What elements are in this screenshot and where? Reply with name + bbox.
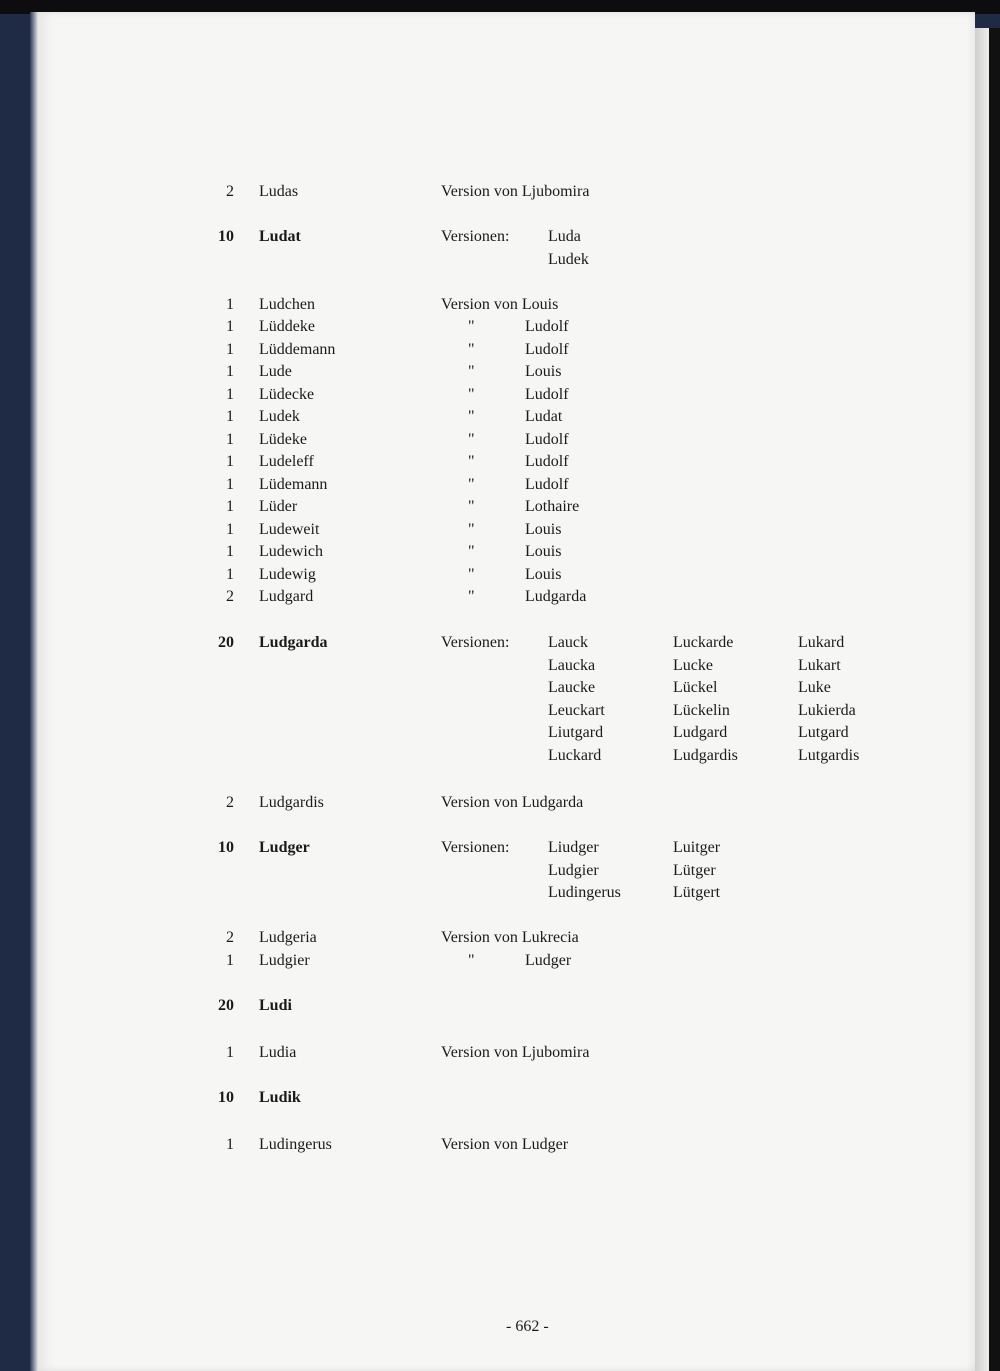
- entry-name: Lüddeke: [259, 318, 315, 335]
- document-page: [38, 12, 975, 1371]
- entry-version: Liutgard: [548, 724, 604, 741]
- entry-version: Ludek: [548, 250, 589, 268]
- entry-version: Luitger: [673, 839, 721, 856]
- entry-count: 1: [226, 453, 234, 470]
- entry-version: Ludolf: [525, 431, 569, 448]
- ditto-mark: ": [468, 386, 475, 403]
- entry-count: 20: [218, 634, 234, 651]
- entry-version: Louis: [525, 363, 562, 380]
- entry-count: 20: [218, 997, 234, 1014]
- entry-count: 1: [226, 476, 234, 493]
- entry-name: Lüddemann: [259, 341, 336, 358]
- entry-version: Ludolf: [525, 318, 569, 335]
- entry-count: 2: [226, 588, 234, 605]
- entry-version: Lutgard: [798, 724, 849, 741]
- entry-name: Ludeweit: [259, 521, 320, 538]
- entry-name: Ludia: [259, 1044, 297, 1061]
- scan-right-border: [989, 28, 1000, 1371]
- entry-type: Version von Ludger: [441, 1136, 569, 1153]
- entry-type: Versionen:: [441, 228, 510, 245]
- ditto-mark: ": [468, 318, 475, 335]
- entry-count: 2: [226, 794, 234, 811]
- entry-name: Ludger: [259, 839, 310, 856]
- entry-version: Luda: [548, 228, 581, 245]
- page-number: - 662 -: [506, 1318, 549, 1335]
- entry-version: Ludat: [525, 408, 563, 425]
- entry-version: Ludger: [525, 952, 572, 969]
- entry-version: Ludolf: [525, 476, 569, 493]
- entry-version: Luckard: [548, 746, 602, 764]
- entry-version: Lütgert: [673, 884, 721, 901]
- entry-name: Ludik: [259, 1089, 301, 1106]
- entry-version: Lückel: [673, 679, 718, 696]
- entry-count: 1: [226, 952, 234, 969]
- entry-name: Ludeleff: [259, 453, 314, 470]
- entry-version: Lückelin: [673, 701, 730, 719]
- entry-name: Ludgarda: [259, 634, 328, 651]
- entry-count: 1: [226, 566, 234, 583]
- entry-name: Ludingerus: [259, 1136, 332, 1153]
- ditto-mark: ": [468, 453, 475, 470]
- ditto-mark: ": [468, 543, 475, 560]
- entry-type: Version von Lukrecia: [441, 929, 579, 946]
- entry-name: Lüdemann: [259, 476, 328, 493]
- entry-name: Lude: [259, 363, 292, 380]
- ditto-mark: ": [468, 431, 475, 448]
- entry-version: Laucke: [548, 679, 596, 696]
- entry-version: Lütger: [673, 861, 716, 879]
- entry-version: Lauck: [548, 634, 588, 651]
- entry-count: 1: [226, 386, 234, 403]
- entry-name: Ludgard: [259, 588, 314, 605]
- entry-name: Ludat: [259, 228, 301, 245]
- entry-version: Liudger: [548, 839, 599, 856]
- entry-count: 2: [226, 183, 234, 200]
- entry-version: Ludolf: [525, 386, 569, 403]
- book-binding-edge: [30, 12, 38, 1371]
- ditto-mark: ": [468, 521, 475, 538]
- entry-count: 1: [226, 296, 234, 313]
- entry-name: Lüdeke: [259, 431, 307, 448]
- entry-type: Version von Ljubomira: [441, 1044, 590, 1061]
- entry-name: Lüder: [259, 498, 298, 515]
- entry-count: 1: [226, 431, 234, 448]
- entry-name: Ludi: [259, 997, 292, 1014]
- entry-version: Ludgarda: [525, 588, 587, 605]
- entry-version: Leuckart: [548, 701, 605, 719]
- entry-version: Louis: [525, 543, 562, 560]
- ditto-mark: ": [468, 341, 475, 358]
- entry-version: Louis: [525, 566, 562, 583]
- entry-count: 1: [226, 318, 234, 335]
- entry-version: Lutgardis: [798, 746, 860, 764]
- entry-version: Ludgardis: [673, 746, 738, 764]
- entry-count: 1: [226, 408, 234, 425]
- page-edge-shadow: [975, 28, 989, 1371]
- entry-version: Luke: [798, 679, 831, 696]
- entry-version: Luckarde: [673, 634, 734, 651]
- entry-name: Ludas: [259, 183, 299, 200]
- entry-version: Louis: [525, 521, 562, 538]
- entry-name: Ludgardis: [259, 794, 324, 811]
- entry-version: Ludgard: [673, 724, 728, 741]
- entry-type: Versionen:: [441, 634, 510, 651]
- ditto-mark: ": [468, 566, 475, 583]
- ditto-mark: ": [468, 498, 475, 515]
- entry-count: 10: [218, 1089, 234, 1106]
- ditto-mark: ": [468, 408, 475, 425]
- entry-version: Ludgier: [548, 861, 599, 879]
- entry-count: 1: [226, 341, 234, 358]
- entry-name: Lüdecke: [259, 386, 315, 403]
- ditto-mark: ": [468, 588, 475, 605]
- entry-version: Lukierda: [798, 701, 856, 719]
- entry-count: 1: [226, 1136, 234, 1153]
- entry-version: Ludolf: [525, 453, 569, 470]
- entry-count: 10: [218, 228, 234, 245]
- ditto-mark: ": [468, 363, 475, 380]
- entry-count: 1: [226, 521, 234, 538]
- entry-count: 1: [226, 1044, 234, 1061]
- entry-type: Version von Louis: [441, 296, 559, 313]
- entry-name: Ludgeria: [259, 929, 317, 946]
- entry-type: Versionen:: [441, 839, 510, 856]
- entry-type: Version von Ludgarda: [441, 794, 584, 811]
- entry-name: Ludchen: [259, 296, 315, 313]
- entry-count: 1: [226, 543, 234, 560]
- ditto-mark: ": [468, 476, 475, 493]
- entry-count: 2: [226, 929, 234, 946]
- entry-version: Lucke: [673, 656, 713, 674]
- entry-version: Laucka: [548, 656, 596, 674]
- entry-name: Ludgier: [259, 952, 310, 969]
- entry-type: Version von Ljubomira: [441, 183, 590, 200]
- entry-count: 1: [226, 363, 234, 380]
- entry-version: Lothaire: [525, 498, 580, 515]
- entry-count: 1: [226, 498, 234, 515]
- entry-version: Lukard: [798, 634, 845, 651]
- entry-version: Ludingerus: [548, 884, 621, 901]
- entry-name: Ludewig: [259, 566, 316, 583]
- entry-version: Lukart: [798, 656, 841, 674]
- entry-version: Ludolf: [525, 341, 569, 358]
- ditto-mark: ": [468, 952, 475, 969]
- entry-count: 10: [218, 839, 234, 856]
- entry-name: Ludewich: [259, 543, 323, 560]
- entry-name: Ludek: [259, 408, 300, 425]
